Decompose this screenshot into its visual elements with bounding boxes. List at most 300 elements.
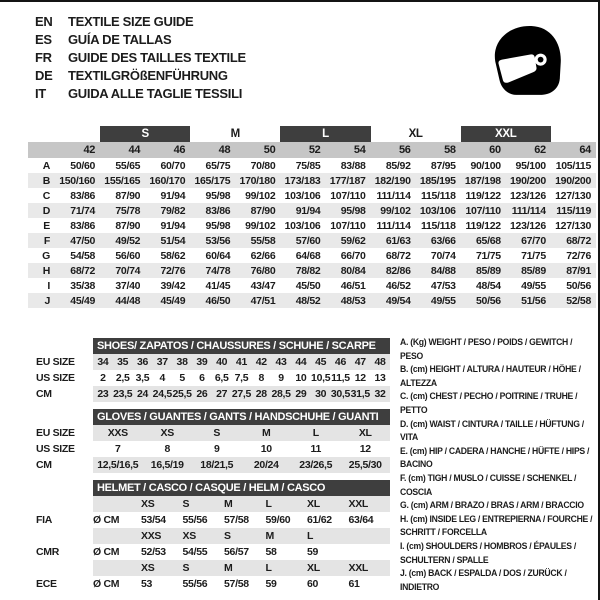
measure-value: 85/89: [506, 263, 551, 278]
size-col-header: 58: [416, 142, 461, 158]
size-group-row: [28, 126, 596, 142]
measure-letter: F: [28, 233, 55, 248]
gloves-title-bar: [93, 409, 390, 425]
helmet-unit-label: Ø CM: [93, 578, 120, 590]
measure-value: 61/63: [371, 233, 416, 248]
measure-value: 45/50: [295, 279, 321, 292]
shoes-cell: 4: [159, 372, 166, 384]
language-code: ES: [35, 32, 52, 47]
measure-value: 87/91: [551, 263, 596, 278]
shoes-cell: 31,5: [350, 388, 370, 400]
shoes-title-bar: [93, 338, 390, 354]
measure-value: 51/56: [506, 293, 551, 308]
size-col-header: 48: [190, 142, 235, 158]
measure-value: 48/52: [280, 293, 325, 308]
measure-value: 68/72: [55, 263, 100, 278]
measure-value: 52/58: [551, 293, 596, 308]
measure-value: 99/102: [245, 189, 276, 202]
measure-row-e: [28, 218, 596, 233]
helmet-table: [36, 480, 390, 592]
shoes-row-cm: [36, 386, 390, 402]
measure-value: 83/86: [70, 219, 96, 232]
gloves-cell: 9: [213, 443, 220, 455]
language-row-en: [35, 13, 246, 31]
helmet-sizes-row-cmr: [36, 528, 390, 544]
measure-value: 66/70: [340, 249, 366, 262]
measure-value: 60/70: [160, 159, 186, 172]
measure-value: 74/78: [190, 263, 235, 278]
legend-item-b: B. (cm) HEIGHT / ALTURA / HAUTEUR / HÖHE / ALTEZZA: [400, 364, 581, 389]
measure-row-j: [28, 293, 596, 308]
shoes-cell: 24,5: [152, 388, 172, 400]
measure-value: 50/56: [461, 293, 506, 308]
measure-row-f: [28, 233, 596, 248]
measure-value: 87/90: [115, 219, 141, 232]
legend-item-f: F. (cm) TIGH / MUSLO / CUISSE / SCHENKEL / COSCIA: [400, 472, 577, 498]
helmet-value: 53: [141, 578, 153, 590]
shoes-cell: 6: [199, 372, 205, 384]
size-group-s: S: [100, 126, 190, 142]
measure-letter: B: [28, 173, 55, 188]
shoes-cell: 30,5: [330, 388, 351, 400]
shoes-cell: 2,5: [115, 372, 130, 384]
legend-item-a: A. (Kg) WEIGHT / PESO / POIDS / GEWITCH / PESO: [400, 337, 573, 362]
measure-value: 119/122: [465, 189, 501, 202]
measure-value: 103/106: [284, 189, 321, 202]
measure-value: 99/102: [245, 219, 276, 232]
shoes-row-values: [93, 354, 390, 370]
language-code: FR: [35, 50, 52, 65]
measure-value: 115/118: [421, 189, 456, 202]
measure-value: 91/94: [280, 203, 325, 218]
helmet-size-header: M: [265, 530, 274, 542]
gloves-row-values: [93, 441, 390, 457]
helmet-standard-values: [93, 544, 390, 560]
spacer: [93, 560, 141, 576]
shoes-row-us-size: [36, 370, 390, 386]
size-group-spacer: [28, 126, 55, 142]
clothing-size-table: [28, 126, 596, 308]
helmet-value: 57/58: [224, 514, 249, 526]
measure-value: 95/98: [205, 189, 231, 202]
helmet-size-header: L: [265, 562, 272, 574]
measure-value: 85/89: [461, 263, 506, 278]
measure-value: 48/53: [325, 293, 370, 308]
shoes-cell: 25,5: [172, 388, 192, 400]
measure-value: 103/106: [416, 203, 461, 218]
spacer: [36, 560, 93, 576]
shoes-cell: 3,5: [135, 372, 150, 384]
shoes-cell: 43: [275, 356, 287, 368]
measure-value: 45/49: [55, 293, 100, 308]
legend-item-d: D. (cm) WAIST / CINTURA / TAILLE / HÜFTUNG / VITA: [400, 418, 584, 444]
helmet-size-header: XXL: [348, 562, 369, 574]
gloves-row-label: EU SIZE: [36, 427, 75, 439]
measure-value: 103/106: [284, 219, 321, 232]
measure-value: 47/51: [235, 293, 280, 308]
shoes-cell: 36: [136, 356, 149, 368]
helmet-value: 58: [265, 546, 277, 558]
size-col-header: 56: [371, 142, 416, 158]
measure-value: 155/165: [100, 173, 145, 188]
shoes-cell: 10,5: [311, 372, 331, 384]
shoes-table: [36, 338, 390, 402]
helmet-standard-values: [93, 512, 390, 528]
measure-letter: C: [42, 189, 50, 202]
measure-value: 64/68: [295, 249, 321, 262]
helmet-size-header: L: [265, 498, 272, 510]
measure-value: 44/48: [100, 293, 145, 308]
spacer: [36, 409, 93, 425]
language-code: EN: [35, 14, 53, 29]
helmet-value: 61: [348, 578, 360, 590]
size-col-header: 62: [506, 142, 551, 158]
measure-value: 56/60: [115, 249, 141, 262]
helmet-title-bar: [93, 480, 390, 496]
helmet-value: 59: [307, 546, 319, 558]
gloves-title: GLOVES / GUANTES / GANTS / HANDSCHUHE / GUANTI: [97, 411, 379, 423]
shoes-cell: 45: [315, 356, 327, 368]
measure-value: 51/54: [145, 233, 190, 248]
shoes-cell: 12: [354, 372, 366, 384]
measure-value: 46/52: [385, 279, 411, 292]
helmet-title-row: [36, 480, 390, 496]
size-group-l: L: [280, 126, 370, 142]
shoes-cell: 27,5: [231, 388, 252, 400]
measure-value: 50/56: [566, 279, 591, 292]
measure-letter: G: [42, 249, 50, 262]
shoes-cell: 8: [258, 372, 265, 384]
shoes-cell: 44: [295, 356, 307, 368]
measure-row-g: [28, 248, 596, 263]
legend-item-i: I. (cm) SHOULDERS / HOMBROS / ÉPAULES / SCHULTERN / SPALLE: [400, 540, 577, 566]
helmet-values-row-fia: [36, 512, 390, 528]
measure-value: 70/74: [100, 263, 145, 278]
gloves-cell: S: [213, 427, 221, 439]
measure-row-h: [28, 263, 596, 278]
measure-value: 43/47: [250, 279, 276, 292]
measure-value: 87/90: [115, 189, 141, 202]
measure-row-a: [28, 158, 596, 173]
helmet-size-header: XXL: [348, 498, 369, 510]
helmet-sizes-row-ece: [36, 560, 390, 576]
language-row-fr: [35, 49, 246, 67]
legend-item-j: J. (cm) BACK / ESPALDA / DOS / ZURÜCK / INDIETRO: [400, 568, 567, 593]
measure-value: 48/54: [476, 279, 501, 292]
measure-value: 87/95: [430, 159, 456, 172]
helmet-size-header: [349, 528, 391, 544]
size-col-header: 44: [100, 142, 145, 158]
measure-value: 95/98: [205, 219, 231, 232]
measure-value: 39/42: [160, 279, 186, 292]
measure-value: 160/170: [145, 173, 190, 188]
language-title: TEXTILE SIZE GUIDE: [68, 14, 194, 29]
measure-value: 72/76: [145, 263, 190, 278]
measure-value: 65/68: [461, 233, 506, 248]
helmet-value: 54/55: [182, 546, 208, 558]
measure-value: 127/130: [555, 189, 591, 202]
helmet-size-header: L: [307, 530, 314, 542]
helmet-title: HELMET / CASCO / CASQUE / HELM / CASCO: [97, 482, 326, 494]
shoes-cell: 28: [255, 388, 267, 400]
measure-value: 55/65: [115, 159, 141, 172]
measure-value: 190/200: [551, 173, 596, 188]
measure-value: 150/160: [55, 173, 100, 188]
helmet-size-header: S: [182, 498, 190, 510]
shoes-cell: 37: [156, 356, 168, 368]
measure-value: 123/126: [510, 219, 546, 232]
size-col-header: 52: [280, 142, 325, 158]
helmet-value: [349, 544, 391, 560]
measure-value: 127/130: [555, 219, 591, 232]
gloves-row-label: US SIZE: [36, 443, 75, 455]
shoes-cell: 28,5: [271, 388, 291, 400]
gloves-row-us-size: [36, 441, 390, 457]
helmet-sizes-values: [93, 560, 390, 576]
measure-value: 91/94: [160, 189, 186, 202]
shoes-cell: 2: [100, 372, 106, 384]
measurement-legend: [400, 336, 596, 594]
measure-value: 79/82: [145, 203, 190, 218]
measure-value: 49/55: [416, 293, 461, 308]
shoes-cell: 35: [117, 356, 129, 368]
measure-row-b: [28, 173, 596, 188]
measure-value: 111/114: [506, 203, 551, 218]
helmet-size-header: S: [182, 562, 190, 574]
measure-value: 187/198: [461, 173, 506, 188]
gloves-table: [36, 409, 390, 473]
legend-item-g: G. (cm) ARM / BRAZO / BRAS / ARM / BRACCIO: [400, 500, 584, 512]
size-col-header: 42: [55, 142, 100, 158]
gloves-cell: 11: [310, 443, 321, 455]
measure-value: 53/56: [190, 233, 235, 248]
legend-item-h: H. (cm) INSIDE LEG / ENTREPIERNA / FOURCHE / SCHRITT / FORCELLA: [400, 513, 593, 539]
shoes-row-values: [93, 370, 390, 386]
shoes-row-eu-size: [36, 354, 390, 370]
shoes-cell: 34: [97, 356, 109, 368]
measure-value: 82/86: [371, 263, 416, 278]
measure-value: 107/110: [330, 219, 366, 232]
shoes-cell: 40: [216, 356, 228, 368]
shoes-cell: 9: [278, 372, 284, 384]
gloves-rows: [36, 425, 390, 473]
shoes-row-label: CM: [36, 388, 52, 400]
gloves-row-values: [93, 457, 390, 473]
measure-value: 83/88: [340, 159, 366, 172]
measure-value: 58/62: [160, 249, 186, 262]
shoes-cell: 27: [216, 388, 228, 400]
measure-letter: D: [28, 203, 55, 218]
shoes-cell: 30: [315, 388, 327, 400]
gloves-cell: 10: [260, 443, 272, 455]
measure-value: 47/50: [55, 233, 100, 248]
size-col-header: 64: [551, 142, 596, 158]
helmet-size-header: XL: [307, 562, 320, 574]
measure-value: 173/183: [280, 173, 325, 188]
helmet-values-row-ece: [36, 576, 390, 592]
measure-value: 84/88: [416, 263, 461, 278]
gloves-cell: 18/21,5: [200, 459, 234, 471]
measure-value: 111/114: [376, 219, 411, 232]
measure-value: 59/62: [325, 233, 370, 248]
shoes-cell: 29: [295, 388, 307, 400]
gloves-cell: 8: [164, 443, 171, 455]
measure-value: 119/122: [465, 219, 501, 232]
measure-value: 54/58: [70, 249, 96, 262]
measure-value: 68/72: [551, 233, 596, 248]
measure-value: 49/54: [371, 293, 416, 308]
helmet-size-header: XXS: [141, 530, 162, 542]
measure-value: 83/86: [70, 189, 96, 202]
shoes-cell: 11,5: [331, 372, 350, 384]
measure-value: 71/74: [55, 203, 100, 218]
helmet-standard-label: CMR: [36, 546, 60, 558]
measure-value: 111/114: [376, 189, 411, 202]
shoes-cell: 23: [97, 388, 109, 400]
spacer: [36, 338, 93, 354]
numeric-sizes-row: [28, 142, 596, 158]
measure-value: 46/50: [190, 293, 235, 308]
size-col-header: 60: [461, 142, 506, 158]
gloves-cell: XS: [160, 427, 174, 439]
size-row-corner: [28, 142, 55, 158]
measure-value: 49/55: [521, 279, 546, 292]
helmet-value: 55/56: [182, 578, 208, 590]
shoes-cell: 6,5: [214, 372, 229, 384]
size-group-m: M: [230, 128, 240, 140]
measure-value: 87/90: [235, 203, 280, 218]
language-list: [35, 13, 246, 103]
shoes-cell: 26: [196, 388, 208, 400]
gloves-cell: XL: [358, 427, 372, 439]
measure-value: 95/100: [515, 159, 546, 172]
measure-value: 91/94: [160, 219, 186, 232]
measure-value: 71/75: [476, 249, 501, 262]
shoes-cell: 32: [374, 388, 386, 400]
measure-value: 60/64: [205, 249, 231, 262]
measure-value: 71/75: [521, 249, 546, 262]
gloves-row-label: CM: [36, 459, 52, 471]
helmet-value: 61/62: [307, 514, 332, 526]
measure-value: 165/175: [190, 173, 235, 188]
measure-value: 46/51: [340, 279, 366, 292]
measure-letter: J: [28, 293, 55, 308]
helmet-rows: [36, 496, 390, 592]
spacer: [93, 528, 141, 544]
helmet-value: 59: [265, 578, 277, 590]
helmet-value: 60: [307, 578, 319, 590]
gloves-row-values: [93, 425, 390, 441]
clothing-size-table-body: [28, 126, 596, 308]
measure-letter: I: [47, 279, 50, 292]
helmet-unit-label: Ø CM: [93, 514, 120, 526]
gloves-cell: XXS: [107, 427, 128, 439]
size-col-header: 54: [325, 142, 370, 158]
helmet-size-header: M: [224, 562, 233, 574]
shoes-row-label: US SIZE: [36, 372, 75, 384]
size-group-xl: XL: [408, 128, 423, 140]
legend-item-c: C. (cm) CHEST / PECHO / POITRINE / TRUHE / PETTO: [400, 391, 578, 416]
measure-value: 83/86: [190, 203, 235, 218]
measure-letter: A: [42, 159, 50, 172]
helmet-value: 57/58: [224, 578, 249, 590]
measure-value: 170/180: [235, 173, 280, 188]
helmet-value: 56/57: [224, 546, 249, 558]
measure-value: 50/60: [70, 159, 96, 172]
helmet-size-header: XS: [141, 498, 155, 510]
gloves-cell: 12: [359, 443, 371, 455]
shoes-rows: [36, 354, 390, 402]
helmet-standard-label: ECE: [36, 578, 57, 590]
shoes-cell: 13: [374, 372, 386, 384]
measure-value: 115/119: [551, 203, 596, 218]
language-title: GUÍA DE TALLAS: [68, 32, 172, 47]
measure-value: 75/85: [295, 159, 321, 172]
size-col-header: 46: [145, 142, 190, 158]
language-title: TEXTILGRÖßENFÜHRUNG: [68, 68, 228, 83]
shoes-cell: 5: [179, 372, 185, 384]
shoes-cell: 46: [334, 356, 346, 368]
shoes-cell: 7,5: [234, 372, 249, 384]
gloves-row-eu-size: [36, 425, 390, 441]
measure-value: 177/187: [325, 173, 370, 188]
helmet-sizes-values: [93, 528, 390, 544]
measure-value: 95/98: [325, 203, 370, 218]
measure-value: 63/66: [416, 233, 461, 248]
measure-value: 78/82: [280, 263, 325, 278]
helmet-values-row-cmr: [36, 544, 390, 560]
shoes-cell: 10: [295, 372, 307, 384]
measure-value: 68/72: [385, 249, 411, 262]
gloves-cell: 7: [114, 443, 121, 455]
measure-value: 90/100: [470, 159, 501, 172]
gloves-cell: 20/24: [253, 459, 279, 471]
size-group-spacer: [551, 126, 596, 142]
measure-value: 49/52: [100, 233, 145, 248]
measure-value: 47/53: [430, 279, 456, 292]
shoes-cell: 39: [196, 356, 208, 368]
measure-value: 76/80: [235, 263, 280, 278]
measure-value: 70/74: [430, 249, 456, 262]
measure-value: 70/80: [250, 159, 276, 172]
shoes-cell: 38: [176, 356, 188, 368]
helmet-standard-values: [93, 576, 390, 592]
shoes-row-label: EU SIZE: [36, 356, 75, 368]
measure-value: 41/45: [205, 279, 231, 292]
measure-value: 107/110: [330, 189, 366, 202]
measure-value: 107/110: [461, 203, 506, 218]
helmet-unit-label: Ø CM: [93, 546, 120, 558]
measure-value: 55/58: [235, 233, 280, 248]
helmet-sizes-row-fia: [36, 496, 390, 512]
helmet-sizes-values: [93, 496, 390, 512]
legend-item-e: E. (cm) HIP / CADERA / HANCHE / HÜFTE / HIPS / BACINO: [400, 445, 590, 471]
shoes-cell: 42: [255, 356, 267, 368]
gloves-cell: M: [262, 427, 271, 439]
helmet-value: 63/64: [348, 514, 374, 526]
size-group-spacer: [55, 126, 100, 142]
measure-value: 45/49: [145, 293, 190, 308]
language-row-it: [35, 85, 246, 103]
measure-letter: H: [28, 263, 55, 278]
gloves-cell: 16,5/19: [150, 459, 184, 471]
language-code: DE: [35, 68, 53, 83]
shoes-cell: 24: [136, 388, 149, 400]
helmet-value: 53/54: [141, 514, 166, 526]
helmet-size-header: S: [224, 530, 231, 542]
shoes-cell: 23,5: [113, 388, 133, 400]
measure-value: 105/115: [555, 159, 591, 172]
